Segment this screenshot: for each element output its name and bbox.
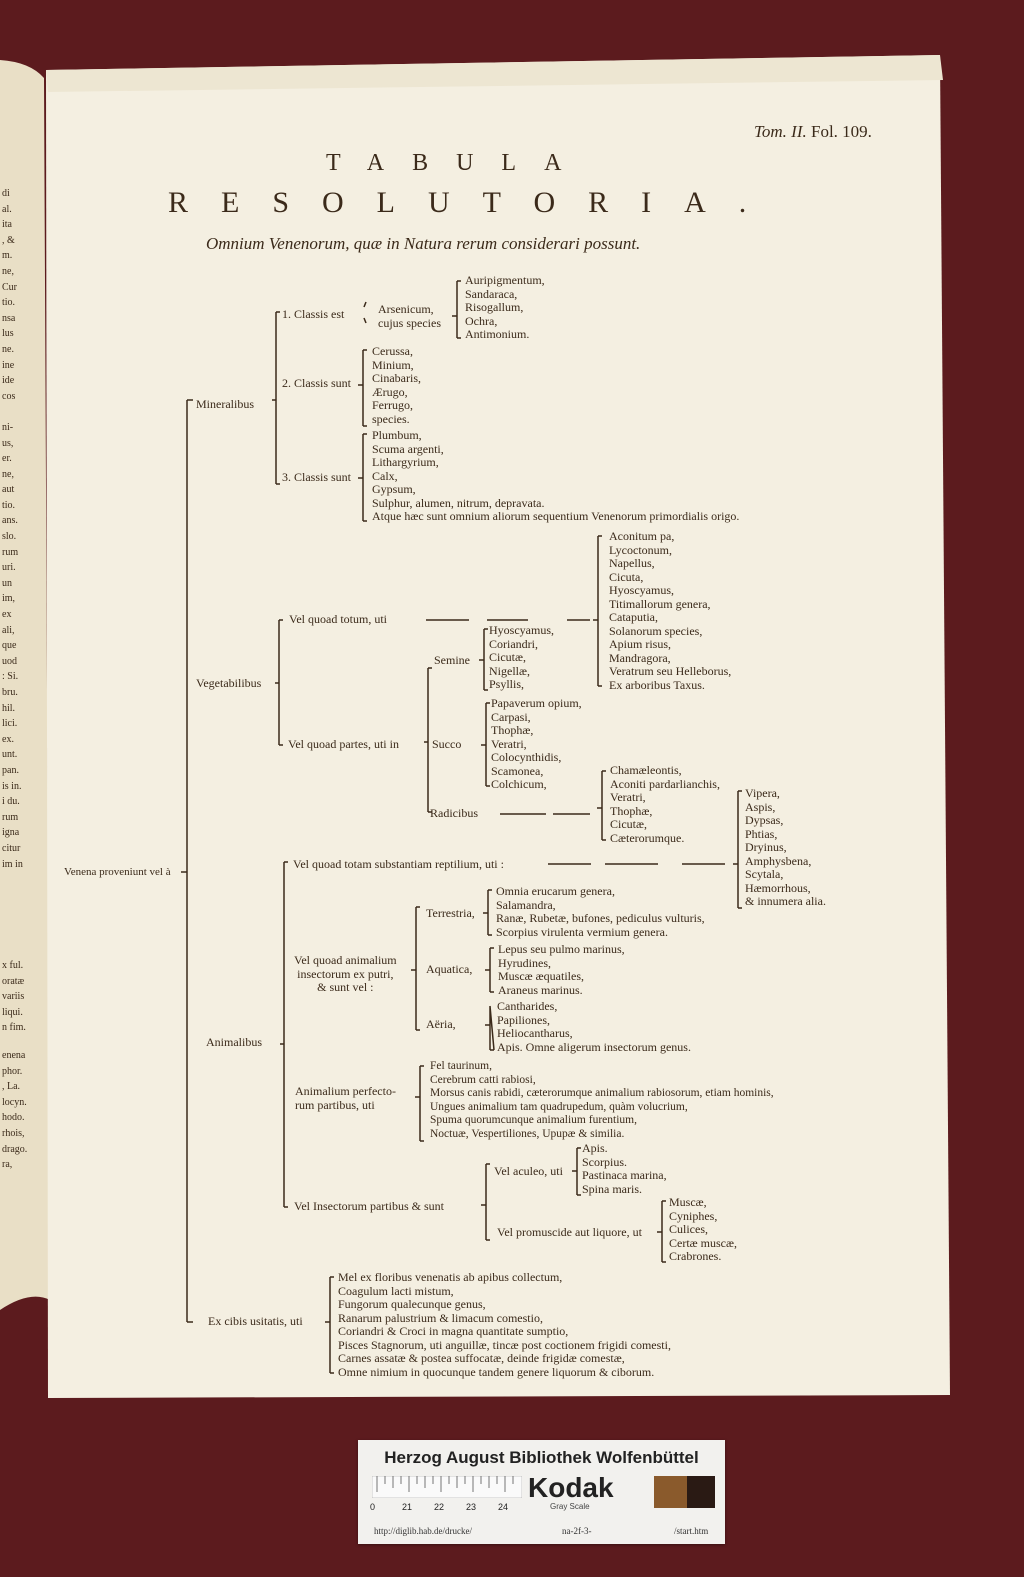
list-line: Coriandri,	[489, 636, 538, 651]
list-line: cujus species	[378, 315, 441, 330]
veget-partes-label: Vel quoad partes, uti in	[288, 737, 399, 751]
list-line: Ochra,	[465, 313, 498, 328]
animal-perfect-items	[430, 1060, 774, 1141]
margin-line: ex.	[2, 733, 14, 745]
animal-aer-label: Aëria,	[426, 1017, 456, 1031]
list-line: Apium risus,	[609, 637, 672, 651]
margin-line	[2, 404, 23, 420]
margin-line: ex	[2, 609, 12, 621]
list-line: Colchicum,	[491, 777, 547, 791]
list-line: Ranæ, Rubetæ, bufones, pediculus vulturis,	[496, 911, 705, 925]
list-line: Carnes assatæ & postea suffocatæ, deinde frigidæ comestæ,	[338, 1351, 625, 1365]
margin-line: tio.	[2, 297, 16, 309]
list-line: Omne nimium in quocunque tandem genere liquorum & ciborum.	[338, 1364, 655, 1379]
animal-perfect-label	[295, 1085, 396, 1112]
list-line: Scuma argenti,	[372, 441, 444, 456]
left-page-margin-2	[2, 958, 26, 1036]
list-line: Cicutæ,	[610, 817, 648, 831]
animal-promusc-label: Vel promuscide aut liquore, ut	[497, 1225, 642, 1239]
ruler-icon	[372, 1476, 522, 1498]
mineral-class2-label: 2. Classis sunt	[282, 376, 352, 390]
veget-semine-label: Semine	[434, 653, 470, 667]
list-line: & sunt vel :	[317, 980, 374, 994]
margin-line: hodo.	[2, 1112, 25, 1124]
list-line: Apis. Omne aligerum insectorum genus.	[497, 1039, 691, 1054]
margin-line: di	[2, 188, 10, 199]
margin-line: ni-	[2, 421, 14, 433]
veget-radicibus-items	[610, 764, 720, 845]
margin-line: ne,	[2, 468, 14, 480]
margin-line: ine	[2, 359, 15, 371]
list-line: Certæ muscæ,	[669, 1235, 737, 1250]
left-page-margin	[2, 186, 23, 872]
margin-line: rum	[2, 546, 19, 558]
list-line: Thophæ,	[610, 803, 653, 818]
kodak-logo: Kodak	[528, 1472, 614, 1503]
list-line: insectorum ex putri,	[297, 966, 394, 981]
list-line: Scorpius virulenta vermium genera.	[496, 924, 668, 939]
animal-aculeo-items	[582, 1142, 667, 1196]
list-line: Ex arboribus Taxus.	[609, 677, 705, 692]
list-line: Aconitum pa,	[609, 529, 675, 543]
veget-totum-items	[609, 530, 731, 692]
margin-line: er.	[2, 453, 12, 465]
margin-line: aut	[2, 484, 15, 496]
margin-line: , La.	[2, 1081, 21, 1093]
list-line: Spina maris.	[582, 1181, 642, 1196]
list-line: Lithargyrium,	[372, 455, 439, 469]
list-line: Sulphur, alumen, nitrum, depravata.	[372, 495, 545, 510]
list-line: Crabrones.	[669, 1249, 722, 1263]
margin-line: rum	[2, 811, 19, 823]
list-line: Cerussa,	[372, 344, 413, 358]
margin-line: liqui.	[2, 1006, 23, 1018]
card-signature: na-2f-3-	[562, 1526, 592, 1536]
list-line: Nigellæ,	[489, 663, 530, 678]
list-line: Veratrum seu Helleborus,	[609, 664, 732, 678]
margin-line: ra,	[2, 1159, 13, 1171]
margin-line: que	[2, 640, 17, 652]
gray-scale-label: Gray Scale	[550, 1502, 590, 1511]
veget-succo-label: Succo	[432, 737, 462, 751]
list-line: Cinabaris,	[372, 371, 421, 385]
margin-line: lici.	[2, 718, 18, 730]
animal-reptil-label: Vel quoad totam substantiam reptilium, uti :	[293, 857, 504, 871]
left-page-margin-3	[2, 1048, 27, 1173]
list-line: Gypsum,	[372, 482, 416, 496]
list-line: Dryinus,	[745, 840, 787, 854]
margin-line: unt.	[2, 749, 18, 761]
list-line: Colocynthidis,	[491, 750, 562, 764]
list-line: Sandaraca,	[465, 286, 518, 301]
margin-line: ne,	[2, 265, 14, 277]
margin-line: : Si.	[2, 671, 19, 683]
list-line: Cataputia,	[609, 610, 658, 624]
mineral-label: Mineralibus	[196, 397, 254, 411]
list-line: Psyllis,	[489, 677, 525, 691]
list-line: Napellus,	[609, 556, 655, 570]
margin-line: im,	[2, 593, 16, 605]
margin-line: ans.	[2, 515, 18, 527]
animal-terr-label: Terrestria,	[426, 906, 475, 920]
margin-line: uri.	[2, 562, 16, 574]
list-line: Plumbum,	[372, 428, 422, 442]
margin-line: Cur	[2, 281, 17, 293]
list-line: Titimallorum genera,	[609, 596, 711, 611]
margin-line: bru.	[2, 687, 18, 698]
list-line: Cerebrum catti rabiosi,	[430, 1073, 536, 1086]
mineral-class1-mid	[378, 303, 441, 330]
animal-aer-items	[497, 1000, 691, 1054]
root-label: Venena proveniunt vel à	[64, 866, 171, 878]
list-line: Cyniphes,	[669, 1208, 718, 1223]
list-line: Thophæ,	[491, 723, 534, 737]
animal-reptil-items	[745, 787, 826, 909]
veget-radicibus-label: Radicibus	[430, 806, 478, 820]
list-line: Cantharides,	[497, 999, 558, 1013]
mineral-class1-items	[465, 274, 545, 342]
margin-line: locyn.	[2, 1096, 27, 1108]
list-line: Papiliones,	[497, 1012, 550, 1027]
animal-label: Animalibus	[206, 1035, 262, 1049]
list-line: Ærugo,	[372, 384, 408, 399]
list-line: Apis.	[582, 1141, 608, 1155]
margin-line: m.	[2, 250, 13, 262]
list-line: Fel taurinum,	[430, 1060, 492, 1072]
list-line: Aconiti pardarlianchis,	[610, 776, 720, 791]
list-line: Mandragora,	[609, 650, 671, 665]
list-line: Ranarum palustrium & limacum comestio,	[338, 1310, 543, 1325]
list-line: Scamonea,	[491, 763, 544, 778]
animal-aqua-label: Aquatica,	[426, 962, 473, 976]
list-line: Arsenicum,	[378, 302, 434, 316]
list-line: rum partibus, uti	[295, 1097, 375, 1112]
list-line: Animalium perfecto-	[295, 1084, 396, 1098]
animal-aqua-items	[498, 943, 625, 997]
title-line-1: TABULA	[326, 150, 590, 176]
cibis-items	[338, 1271, 671, 1379]
list-line: Ungues animalium tam quadrupedum, quàm volucrium,	[430, 1100, 688, 1113]
list-line: Fungorum qualecunque genus,	[338, 1297, 486, 1311]
list-line: Veratri,	[491, 736, 527, 751]
list-line: Scorpius.	[582, 1154, 627, 1169]
margin-line: is in.	[2, 780, 22, 792]
list-line: Pastinaca marina,	[582, 1168, 667, 1182]
margin-line: al.	[2, 203, 12, 215]
library-card	[358, 1440, 725, 1544]
margin-line: uod	[2, 655, 17, 667]
card-start: /start.htm	[674, 1526, 709, 1536]
list-line: Hæmorrhous,	[745, 880, 811, 895]
list-line: Hyoscyamus,	[489, 623, 554, 637]
margin-line: us,	[2, 437, 14, 449]
list-line: Dypsas,	[745, 813, 784, 827]
animal-insectpart-label: Vel Insectorum partibus & sunt	[294, 1199, 444, 1213]
list-line: Chamæleontis,	[610, 763, 682, 777]
ruler-numbers: 0 21 22 23 24	[370, 1502, 509, 1512]
list-line: Minium,	[372, 357, 414, 372]
margin-line: ali,	[2, 624, 15, 636]
margin-line: nsa	[2, 312, 16, 324]
list-line: Coriandri & Croci in magna quantitate sumptio,	[338, 1324, 569, 1338]
margin-line: lus	[2, 328, 14, 340]
list-line: Morsus canis rabidi, cæterorumque animalium rabiosorum, etiam hominis,	[430, 1087, 774, 1099]
list-line: Muscæ æquatiles,	[498, 969, 584, 983]
margin-line: slo.	[2, 531, 17, 543]
margin-line: n fim.	[2, 1022, 26, 1034]
animal-terr-items	[496, 885, 705, 939]
card-institution: Herzog August Bibliothek Wolfenbüttel	[384, 1448, 699, 1467]
list-line: Coagulum lacti mistum,	[338, 1283, 454, 1298]
list-line: Salamandra,	[496, 897, 556, 912]
list-line: Carpasi,	[491, 709, 531, 724]
margin-line: cos	[2, 390, 16, 402]
animal-insect-label	[294, 954, 397, 995]
folio: Tom. II. Fol. 109.	[754, 122, 872, 141]
margin-line: pan.	[2, 764, 19, 776]
margin-line: hil.	[2, 702, 16, 714]
list-line: Culices,	[669, 1222, 708, 1236]
margin-line: drago.	[2, 1143, 28, 1155]
margin-line: im in	[2, 858, 23, 870]
veget-semine-items	[489, 624, 554, 692]
list-line: Muscæ,	[669, 1195, 707, 1209]
list-line: Veratri,	[610, 790, 646, 804]
list-line: Vipera,	[745, 786, 780, 800]
mineral-class2-items	[372, 345, 421, 426]
margin-line: oratæ	[2, 975, 25, 987]
margin-line: ne.	[2, 343, 14, 355]
margin-line: citur	[2, 842, 21, 854]
list-line: Phtias,	[745, 826, 778, 841]
list-line: Amphysbena,	[745, 853, 812, 868]
list-line: Lycoctonum,	[609, 542, 672, 557]
list-line: Ferrugo,	[372, 398, 413, 412]
mineral-class1-label: 1. Classis est	[282, 307, 345, 321]
animal-aculeo-label: Vel aculeo, uti	[494, 1164, 563, 1178]
margin-line: tio.	[2, 499, 16, 511]
list-line: Risogallum,	[465, 300, 524, 314]
margin-line: un	[2, 577, 12, 589]
margin-line: , &	[2, 234, 15, 246]
list-line: Papaverum opium,	[491, 696, 582, 710]
list-line: Antimonium.	[465, 327, 530, 341]
list-line: Atque hæc sunt omnium aliorum sequentium Venenorum primordialis origo.	[372, 509, 740, 523]
list-line: Calx,	[372, 468, 398, 483]
mineral-class3-label: 3. Classis sunt	[282, 470, 352, 484]
list-line: Hyoscyamus,	[609, 583, 674, 597]
swatch-dark	[687, 1476, 715, 1508]
mineral-class3-items	[372, 429, 739, 524]
list-line: Scytala,	[745, 867, 784, 881]
margin-line: igna	[2, 827, 20, 839]
title-line-2: RESOLUTORIA.	[168, 186, 780, 219]
list-line: Aspis,	[745, 799, 776, 814]
margin-line: phor.	[2, 1065, 23, 1077]
list-line: Hyrudines,	[498, 955, 551, 970]
margin-line: i du.	[2, 796, 20, 808]
list-line: Solanorum species,	[609, 623, 703, 638]
list-line: Vel quoad animalium	[294, 953, 397, 967]
animal-promusc-items	[669, 1196, 737, 1264]
veget-label: Vegetabilibus	[196, 676, 262, 690]
list-line: Cicuta,	[609, 569, 644, 584]
cibis-label: Ex cibis usitatis, uti	[208, 1314, 303, 1328]
list-line: Cicutæ,	[489, 650, 527, 664]
list-line: Noctuæ, Vespertiliones, Upupæ & similia.	[430, 1127, 625, 1140]
margin-line: ita	[2, 219, 12, 231]
swatch-brown	[654, 1476, 687, 1508]
list-line: Spuma quorumcunque animalium furentium,	[430, 1114, 637, 1126]
list-line: & innumera alia.	[745, 894, 826, 908]
list-line: species.	[372, 411, 410, 426]
list-line: Auripigmentum,	[465, 273, 545, 287]
margin-line: variis	[2, 991, 25, 1003]
list-line: Mel ex floribus venenatis ab apibus collectum,	[338, 1270, 563, 1284]
veget-succo-items	[491, 697, 582, 792]
list-line: Omnia erucarum genera,	[496, 884, 615, 898]
list-line: Lepus seu pulmo marinus,	[498, 942, 625, 956]
margin-line: ide	[2, 375, 15, 387]
subtitle: Omnium Venenorum, quæ in Natura rerum considerari possunt.	[206, 234, 641, 253]
list-line: Pisces Stagnorum, uti anguillæ, tincæ post coctionem frigidi comesti,	[338, 1337, 671, 1352]
margin-line: x ful.	[2, 960, 24, 971]
veget-totum-label: Vel quoad totum, uti	[289, 612, 387, 626]
list-line: Cæterorumque.	[610, 830, 685, 845]
margin-line: rhois,	[2, 1127, 25, 1139]
list-line: Araneus marinus.	[498, 982, 583, 997]
margin-line: enena	[2, 1050, 26, 1061]
card-url: http://diglib.hab.de/drucke/	[374, 1526, 472, 1536]
list-line: Heliocantharus,	[497, 1026, 573, 1040]
